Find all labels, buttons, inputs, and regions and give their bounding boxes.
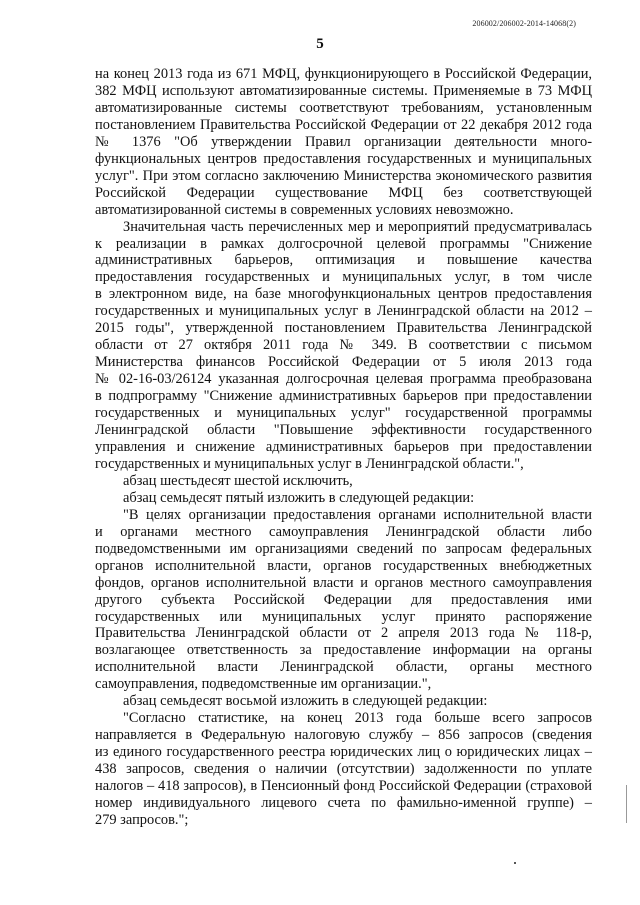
- text-line: № 02-16-03/26124 указанная долгосрочная целевая программа преобразована: [95, 371, 592, 388]
- text-line: государственных и муниципальных услуг" государственной программы: [95, 405, 592, 422]
- page-number: 5: [316, 36, 324, 52]
- text-line: 279 запросов.";: [95, 811, 189, 828]
- text-line: органов исполнительной власти, органов государственных внебюджетных: [95, 557, 592, 574]
- text-line: на конец 2013 года из 671 МФЦ, функционирующего в Российской Федерации,: [95, 66, 592, 82]
- text-line: постановлением Правительства Российской Федерации от 22 декабря 2012 года: [95, 116, 592, 133]
- document-body: [95, 66, 592, 829]
- text-line: государственных и муниципальных услуг в Ленинградской области на 2012 –: [95, 303, 592, 320]
- text-line: области от 27 октября 2011 года № 349. В соответствии с письмом: [95, 337, 592, 354]
- text-line: фондов, органов исполнительной власти и органов местного самоуправления: [95, 574, 592, 591]
- text-line: предоставления государственных и муниципальных услуг, в том числе: [95, 269, 592, 286]
- text-line: управления и снижение административных барьеров при предоставлении: [95, 438, 592, 455]
- text-line: Министерства финансов Российской Федерации от 5 июля 2013 года: [95, 354, 592, 371]
- document-id: 206002/206002-2014-14068(2): [472, 19, 576, 28]
- text-line: самоуправления, подведомственные им организации.",: [95, 676, 432, 693]
- text-line: 2015 годы", утвержденной постановлением Правительства Ленинградской: [95, 320, 592, 337]
- text-line: абзац семьдесят пятый изложить в следующей редакции:: [123, 489, 475, 506]
- text-line: Ленинградской области "Повышение эффективности государственного: [95, 422, 592, 439]
- text-line: подведомственными им организациями сведений по запросам федеральных: [95, 540, 592, 557]
- text-line: № 1376 "Об утверждении Правил организации деятельности много-: [95, 133, 592, 150]
- text-line: функциональных центров предоставления государственных и муниципальных: [95, 150, 592, 167]
- text-line: исполнительной власти Ленинградской области, органы местного: [95, 659, 592, 676]
- text-line: к реализации в рамках долгосрочной целевой программы "Снижение: [95, 235, 592, 252]
- text-line: автоматизированные системы соответствуют требованиям, установленным: [95, 99, 592, 116]
- text-line: государственных или муниципальных услуг принято распоряжение: [95, 608, 592, 625]
- text-line: направляется в Федеральную налоговую службу – 856 запросов (сведения: [95, 727, 592, 744]
- text-line: государственных и муниципальных услуг в Ленинградской области.",: [95, 455, 524, 472]
- text-line: и органами местного самоуправления Ленинградской области либо: [95, 523, 592, 540]
- text-line: 382 МФЦ используют автоматизированные системы. Применяемые в 73 МФЦ: [95, 82, 592, 99]
- text-line: возлагающее ответственность за предоставление информации на органы: [95, 642, 592, 659]
- text-line: в электронном виде, на базе многофункциональных центров предоставления: [95, 286, 592, 303]
- text-line: Значительная часть перечисленных мер и мероприятий предусматривалась: [123, 218, 592, 235]
- text-line: из единого государственного реестра юридических лиц о юридических лицах –: [95, 744, 592, 761]
- text-line: 438 запросов, сведения о наличии (отсутствии) задолженности по уплате: [95, 761, 592, 778]
- text-line: Российской Федерации существование МФЦ без соответствующей: [95, 184, 592, 201]
- text-line: услуг". При этом согласно заключению Министерства экономического развития: [95, 167, 592, 184]
- scan-speck: [514, 862, 516, 864]
- text-line: абзац семьдесят восьмой изложить в следующей редакции:: [123, 693, 488, 710]
- text-line: "В целях организации предоставления органами исполнительной власти: [123, 506, 592, 523]
- text-line: абзац шестьдесят шестой исключить,: [123, 472, 353, 489]
- text-line: в подпрограмму "Снижение административных барьеров при предоставлении: [95, 388, 592, 405]
- text-line: налогов – 418 запросов), в Пенсионный фонд Российской Федерации (страховой: [95, 778, 592, 795]
- text-line: Правительства Ленинградской области от 2 апреля 2013 года № 118-р,: [95, 625, 592, 642]
- text-line: административных барьеров, оптимизация и повышение качества: [95, 252, 592, 269]
- text-line: другого субъекта Российской Федерации для предоставления ими: [95, 591, 592, 608]
- scan-margin-mark: [626, 785, 627, 823]
- text-line: номер индивидуального лицевого счета по фамильно-именной группе) –: [95, 794, 592, 811]
- text-line: "Согласно статистике, на конец 2013 года больше всего запросов: [123, 710, 592, 727]
- text-line: автоматизированной системы в современных условиях невозможно.: [95, 201, 514, 218]
